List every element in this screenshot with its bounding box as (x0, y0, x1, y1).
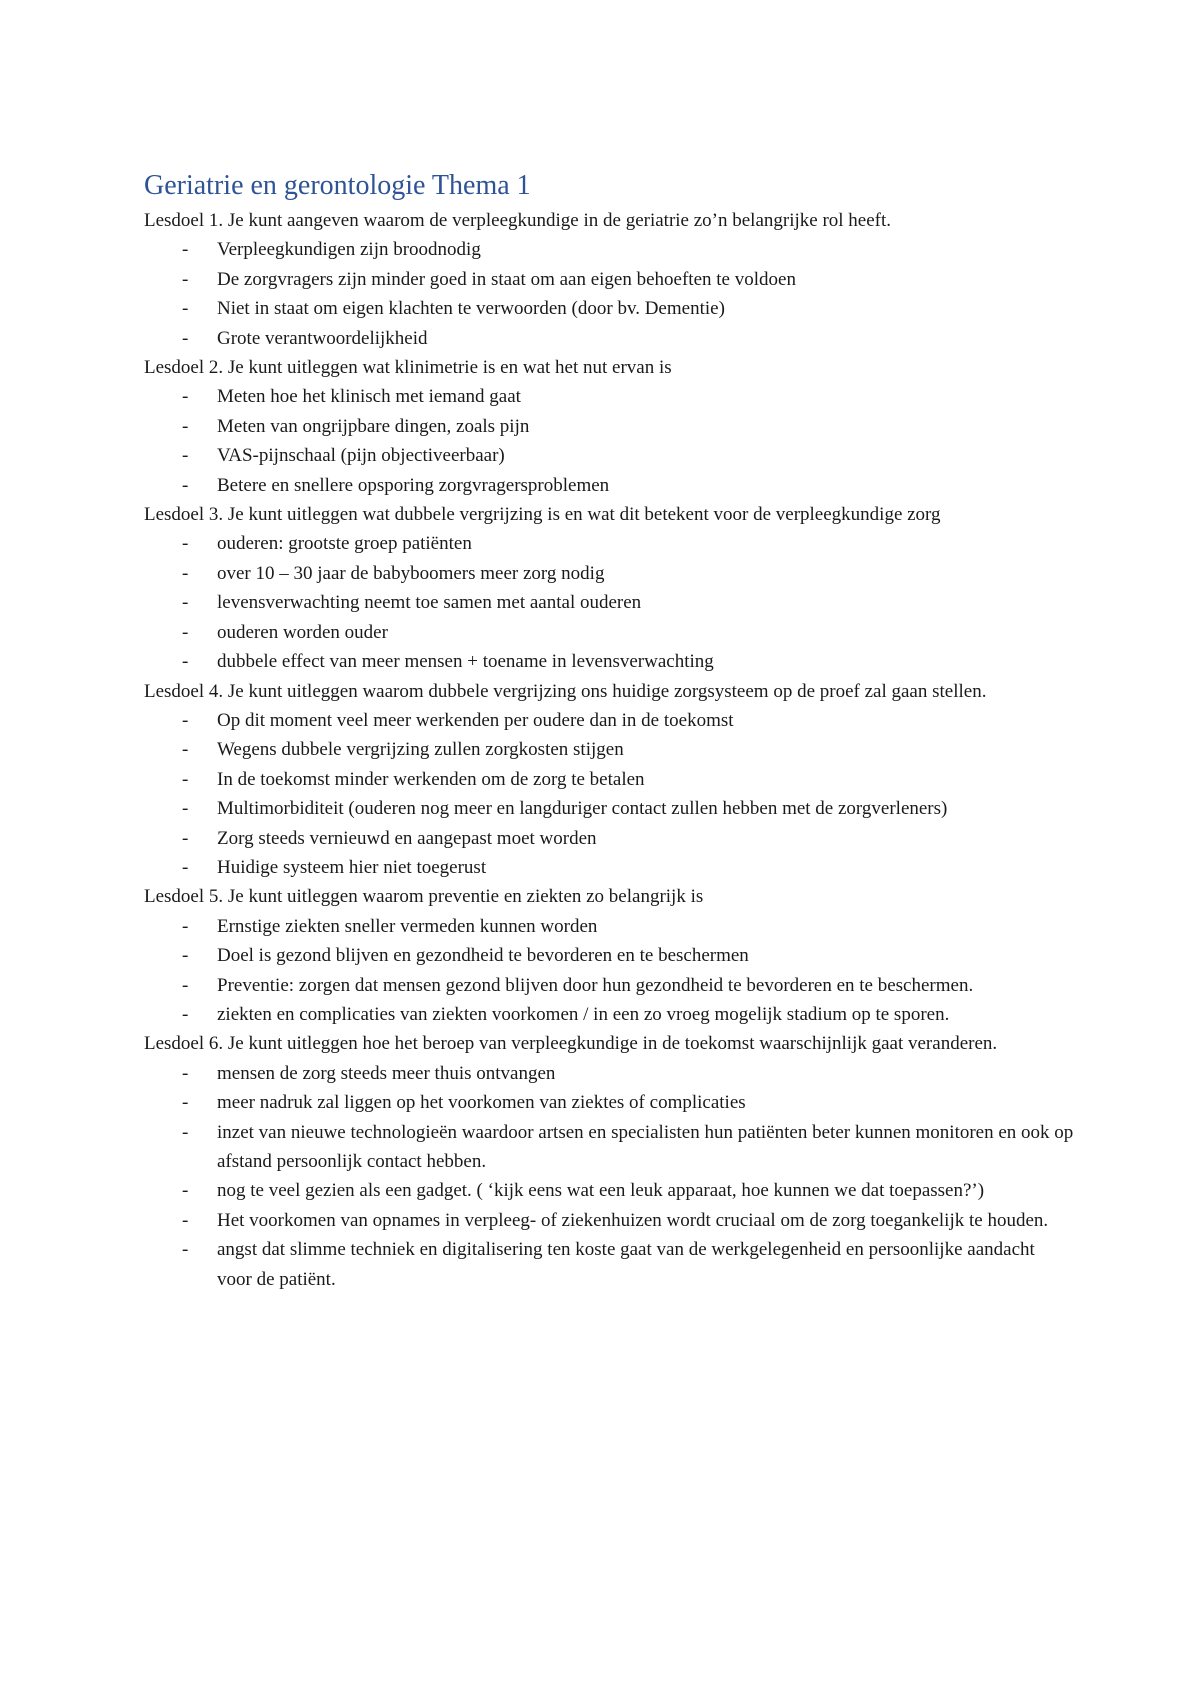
dash-bullet-icon: - (182, 386, 189, 408)
list-item-text: In de toekomst minder werkenden om de zorg te betalen (217, 768, 645, 790)
lesdoel-heading: Lesdoel 3. Je kunt uitleggen wat dubbele vergrijzing is en wat dit betekent voor de verpleegkundige zorg (144, 504, 941, 526)
dash-bullet-icon: - (182, 651, 189, 673)
list-item (144, 706, 1074, 735)
page-title: Geriatrie en gerontologie Thema 1 (144, 170, 531, 201)
list-item (144, 971, 1074, 1000)
list-item-text: angst dat slimme techniek en digitalisering ten koste gaat van de werkgelegenheid en persoonlijke aandacht voor de patiënt. (217, 1239, 1035, 1290)
list-item (144, 529, 1074, 558)
list-item-text: Multimorbiditeit (ouderen nog meer en langduriger contact zullen hebben met de zorgverleners) (217, 798, 948, 820)
list-item-text: Meten hoe het klinisch met iemand gaat (217, 386, 521, 408)
list-item (144, 1206, 1074, 1235)
list-item (144, 441, 1074, 470)
list-item (144, 765, 1074, 794)
dash-bullet-icon: - (182, 327, 189, 349)
lesdoel-heading: Lesdoel 4. Je kunt uitleggen waarom dubbele vergrijzing ons huidige zorgsysteem op de proef zal gaan stellen. (144, 680, 987, 702)
dash-bullet-icon: - (182, 445, 189, 467)
list-item-text: Het voorkomen van opnames in verpleeg- of ziekenhuizen wordt cruciaal om de zorg toegankelijk te houden. (217, 1209, 1049, 1231)
bullet-list (144, 912, 1074, 1030)
list-item-text: Ernstige ziekten sneller vermeden kunnen worden (217, 915, 598, 937)
list-item (144, 471, 1074, 500)
list-item-text: levensverwachting neemt toe samen met aantal ouderen (217, 592, 642, 614)
bullet-list (144, 529, 1074, 676)
lesdoel-section (144, 1029, 1074, 1294)
dash-bullet-icon: - (182, 1062, 189, 1084)
lesdoel-heading: Lesdoel 5. Je kunt uitleggen waarom preventie en ziekten zo belangrijk is (144, 886, 704, 908)
list-item (144, 853, 1074, 882)
list-item-text: Huidige systeem hier niet toegerust (217, 856, 487, 878)
list-item-text: Verpleegkundigen zijn broodnodig (217, 239, 481, 261)
dash-bullet-icon: - (182, 1239, 189, 1261)
list-item (144, 941, 1074, 970)
dash-bullet-icon: - (182, 768, 189, 790)
list-item (144, 1059, 1074, 1088)
document-page (144, 168, 1074, 1294)
dash-bullet-icon: - (182, 1209, 189, 1231)
dash-bullet-icon: - (182, 415, 189, 437)
list-item (144, 412, 1074, 441)
list-item-text: De zorgvragers zijn minder goed in staat om aan eigen behoeften te voldoen (217, 268, 796, 290)
list-item (144, 265, 1074, 294)
list-item-text: ouderen: grootste groep patiënten (217, 533, 472, 555)
list-item (144, 294, 1074, 323)
dash-bullet-icon: - (182, 827, 189, 849)
dash-bullet-icon: - (182, 1092, 189, 1114)
list-item (144, 1000, 1074, 1029)
bullet-list (144, 706, 1074, 882)
list-item (144, 824, 1074, 853)
dash-bullet-icon: - (182, 739, 189, 761)
list-item (144, 382, 1074, 411)
dash-bullet-icon: - (182, 562, 189, 584)
dash-bullet-icon: - (182, 915, 189, 937)
dash-bullet-icon: - (182, 974, 189, 996)
list-item-text: over 10 – 30 jaar de babyboomers meer zorg nodig (217, 562, 605, 584)
list-item-text: Niet in staat om eigen klachten te verwoorden (door bv. Dementie) (217, 298, 725, 320)
list-item (144, 912, 1074, 941)
list-item-text: meer nadruk zal liggen op het voorkomen van ziektes of complicaties (217, 1092, 746, 1114)
list-item (144, 735, 1074, 764)
lesdoel-section (144, 206, 1074, 353)
list-item-text: Grote verantwoordelijkheid (217, 327, 428, 349)
dash-bullet-icon: - (182, 856, 189, 878)
lesdoel-section (144, 353, 1074, 500)
list-item (144, 235, 1074, 264)
lesdoel-heading: Lesdoel 1. Je kunt aangeven waarom de verpleegkundige in de geriatrie zo’n belangrijke rol heeft. (144, 210, 892, 231)
dash-bullet-icon: - (182, 1121, 189, 1143)
list-item (144, 559, 1074, 588)
list-item (144, 1088, 1074, 1117)
list-item (144, 1235, 1074, 1294)
list-item-text: Betere en snellere opsporing zorgvragersproblemen (217, 474, 610, 496)
sections-container (144, 206, 1074, 1294)
list-item-text: Zorg steeds vernieuwd en aangepast moet worden (217, 827, 597, 849)
list-item-text: ouderen worden ouder (217, 621, 388, 643)
dash-bullet-icon: - (182, 298, 189, 320)
lesdoel-section (144, 882, 1074, 1029)
list-item-text: VAS-pijnschaal (pijn objectiveerbaar) (217, 445, 505, 467)
list-item-text: Meten van ongrijpbare dingen, zoals pijn (217, 415, 530, 437)
bullet-list (144, 1059, 1074, 1294)
list-item (144, 618, 1074, 647)
dash-bullet-icon: - (182, 533, 189, 555)
list-item-text: inzet van nieuwe technologieën waardoor artsen en specialisten hun patiënten beter kunnen monitoren en ook op afstand persoonlijk contact hebben. (217, 1121, 1074, 1172)
lesdoel-section (144, 500, 1074, 676)
dash-bullet-icon: - (182, 621, 189, 643)
lesdoel-heading: Lesdoel 6. Je kunt uitleggen hoe het beroep van verpleegkundige in de toekomst waarschijnlijk gaat veranderen. (144, 1033, 998, 1055)
dash-bullet-icon: - (182, 798, 189, 820)
dash-bullet-icon: - (182, 1003, 189, 1025)
list-item (144, 647, 1074, 676)
list-item-text: ziekten en complicaties van ziekten voorkomen / in een zo vroeg mogelijk stadium op te sporen. (217, 1003, 950, 1025)
list-item (144, 1176, 1074, 1205)
dash-bullet-icon: - (182, 239, 189, 261)
bullet-list (144, 235, 1074, 353)
list-item (144, 1118, 1074, 1177)
list-item-text: nog te veel gezien als een gadget. ( ‘kijk eens wat een leuk apparaat, hoe kunnen we dat toepassen?’) (217, 1180, 985, 1202)
list-item-text: mensen de zorg steeds meer thuis ontvangen (217, 1062, 556, 1084)
bullet-list (144, 382, 1074, 500)
list-item-text: Doel is gezond blijven en gezondheid te bevorderen en te beschermen (217, 945, 749, 967)
lesdoel-section (144, 677, 1074, 883)
list-item-text: Op dit moment veel meer werkenden per oudere dan in de toekomst (217, 709, 734, 731)
dash-bullet-icon: - (182, 1180, 189, 1202)
list-item-text: dubbele effect van meer mensen + toename in levensverwachting (217, 651, 714, 673)
list-item-text: Wegens dubbele vergrijzing zullen zorgkosten stijgen (217, 739, 624, 761)
dash-bullet-icon: - (182, 709, 189, 731)
list-item (144, 588, 1074, 617)
list-item-text: Preventie: zorgen dat mensen gezond blijven door hun gezondheid te bevorderen en te beschermen. (217, 974, 974, 996)
dash-bullet-icon: - (182, 268, 189, 290)
list-item (144, 794, 1074, 823)
lesdoel-heading: Lesdoel 2. Je kunt uitleggen wat klinimetrie is en wat het nut ervan is (144, 357, 672, 379)
list-item (144, 324, 1074, 353)
dash-bullet-icon: - (182, 945, 189, 967)
dash-bullet-icon: - (182, 592, 189, 614)
dash-bullet-icon: - (182, 474, 189, 496)
